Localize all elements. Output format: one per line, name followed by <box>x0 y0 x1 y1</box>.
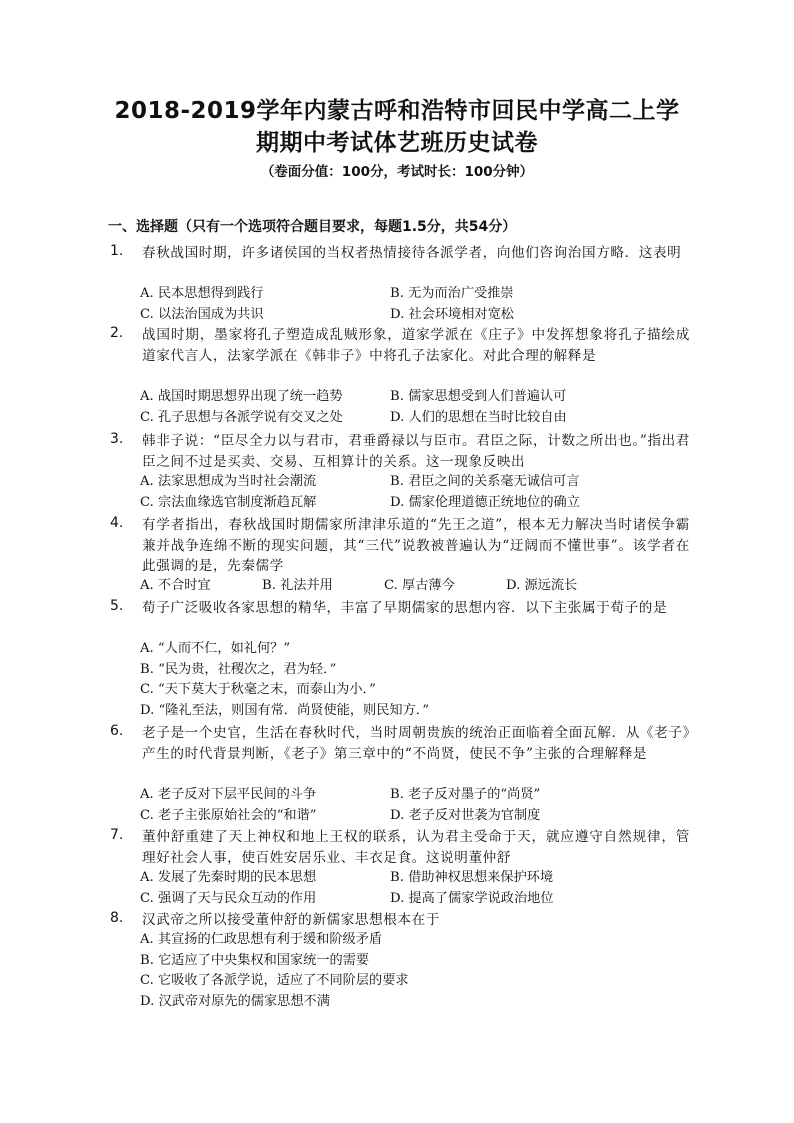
question-stem: 春秋战国时期，许多诸侯国的当权者热情接待各派学者，向他们咨询治国方略．这表明 <box>142 245 682 261</box>
option-group <box>140 284 700 325</box>
option-group <box>140 930 700 1012</box>
exam-title-line2: 期期中考试体艺班历史试卷 <box>256 130 538 156</box>
option-b[interactable]: B. “民为贵，社稷次之，君为轻．” <box>140 661 337 677</box>
option-group <box>140 472 700 513</box>
option-d[interactable]: D. “隆礼至法，则国有常．尚贤使能，则民知方．” <box>140 702 430 718</box>
option-c[interactable]: C. 以法治国成为共识 <box>140 306 264 322</box>
section-heading: 一、选择题（只有一个选项符合题目要求，每题1.5分，共54分） <box>108 219 517 235</box>
question-number: 6. <box>110 723 124 739</box>
option-d[interactable]: D. 提高了儒家学说政治地位 <box>390 890 554 906</box>
option-group <box>140 387 700 428</box>
option-b[interactable]: B. 无为而治广受推崇 <box>390 286 514 301</box>
question-stem: 有学者指出，春秋战国时期儒家所津津乐道的“先王之道”，根本无力解决当时诸侯争霸兼并战争连绵不断的现实问题，其“三代”说教被普遍认为“迂阔而不懂世事”。该学者在此强调的是，先秦儒学 <box>142 517 690 574</box>
option-b[interactable]: B. 礼法并用 <box>262 578 333 593</box>
option-a[interactable]: A. 法家思想成为当时社会潮流 <box>140 474 317 489</box>
option-c[interactable]: C. 老子主张原始社会的“和谐” <box>140 807 317 823</box>
option-c[interactable]: C. 它吸收了各派学说，适应了不同阶层的要求 <box>140 973 409 988</box>
option-c[interactable]: C. 宗法血缘选官制度渐趋瓦解 <box>140 494 317 510</box>
option-group <box>140 639 700 721</box>
option-c[interactable]: C. “天下莫大于秋毫之末，而泰山为小．” <box>140 682 376 697</box>
question-stem: 韩非子说：“臣尽全力以与君市，君垂爵禄以与臣市。君臣之际，计数之所出也。”指出君臣之间不过是买卖、交易、互相算计的关系。这一现象反映出 <box>142 433 690 470</box>
option-group <box>140 785 700 826</box>
option-a[interactable]: A. 老子反对下层平民间的斗争 <box>140 787 317 802</box>
option-d[interactable]: D. 人们的思想在当时比较自由 <box>390 409 567 425</box>
question-stem: 战国时期，墨家将孔子塑造成乱贼形象，道家学派在《庄子》中发挥想象将孔子描绘成道家代言人，法家学派在《韩非子》中将孔子法家化。对此合理的解释是 <box>142 327 690 364</box>
option-b[interactable]: B. 老子反对墨子的“尚贤” <box>390 787 541 802</box>
option-d[interactable]: D. 老子反对世袭为官制度 <box>390 807 541 823</box>
question-stem: 老子是一个史官，生活在春秋时代，当时周朝贵族的统治正面临着全面瓦解．从《老子》产生的时代背景判断，《老子》第三章中的“不尚贤，使民不争”主张的合理解释是 <box>142 725 690 762</box>
question-number: 5. <box>110 598 124 614</box>
option-a[interactable]: A. 民本思想得到践行 <box>140 286 264 301</box>
option-group <box>140 868 700 909</box>
option-a[interactable]: A. “人而不仁，如礼何？” <box>140 641 291 656</box>
option-b[interactable]: B. 君臣之间的关系毫无诚信可言 <box>390 474 580 489</box>
question-number: 2. <box>110 325 124 341</box>
option-a[interactable]: A. 发展了先秦时期的民本思想 <box>140 870 317 885</box>
option-d[interactable]: D. 汉武帝对原先的儒家思想不满 <box>140 993 330 1009</box>
question-number: 7. <box>110 827 124 843</box>
exam-subtitle: （卷面分值：100分，考试时长：100分钟） <box>260 164 534 180</box>
question-number: 3. <box>110 431 124 447</box>
option-a[interactable]: A. 其宣扬的仁政思想有利于缓和阶级矛盾 <box>140 932 383 947</box>
question-stem: 荀子广泛吸收各家思想的精华，丰富了早期儒家的思想内容．以下主张属于荀子的是 <box>142 600 668 616</box>
question-number: 4. <box>110 515 124 531</box>
option-d[interactable]: D. 社会环境相对宽松 <box>390 306 514 322</box>
option-group <box>140 576 700 597</box>
question-number: 8. <box>110 910 124 926</box>
option-c[interactable]: C. 厚古薄今 <box>384 578 455 593</box>
option-c[interactable]: C. 孔子思想与各派学说有交叉之处 <box>140 409 343 425</box>
option-b[interactable]: B. 它适应了中央集权和国家统一的需要 <box>140 952 370 968</box>
option-d[interactable]: D. 源远流长 <box>506 578 578 593</box>
question-number: 1. <box>110 243 124 259</box>
option-d[interactable]: D. 儒家伦理道德正统地位的确立 <box>390 494 580 510</box>
option-c[interactable]: C. 强调了天与民众互动的作用 <box>140 890 317 906</box>
exam-title-line1: 2018-2019学年内蒙古呼和浩特市回民中学高二上学 <box>114 98 680 124</box>
question-stem: 董仲舒重建了天上神权和地上王权的联系，认为君主受命于天，就应遵守自然规律，管理好社会人事，使百姓安居乐业、丰衣足食。这说明董仲舒 <box>142 829 690 866</box>
option-b[interactable]: B. 借助神权思想来保护环境 <box>390 870 554 885</box>
option-a[interactable]: A. 不合时宜 <box>140 578 211 593</box>
option-a[interactable]: A. 战国时期思想界出现了统一趋势 <box>140 389 343 404</box>
question-stem: 汉武帝之所以接受董仲舒的新儒家思想根本在于 <box>142 912 441 928</box>
option-b[interactable]: B. 儒家思想受到人们普遍认可 <box>390 389 567 404</box>
